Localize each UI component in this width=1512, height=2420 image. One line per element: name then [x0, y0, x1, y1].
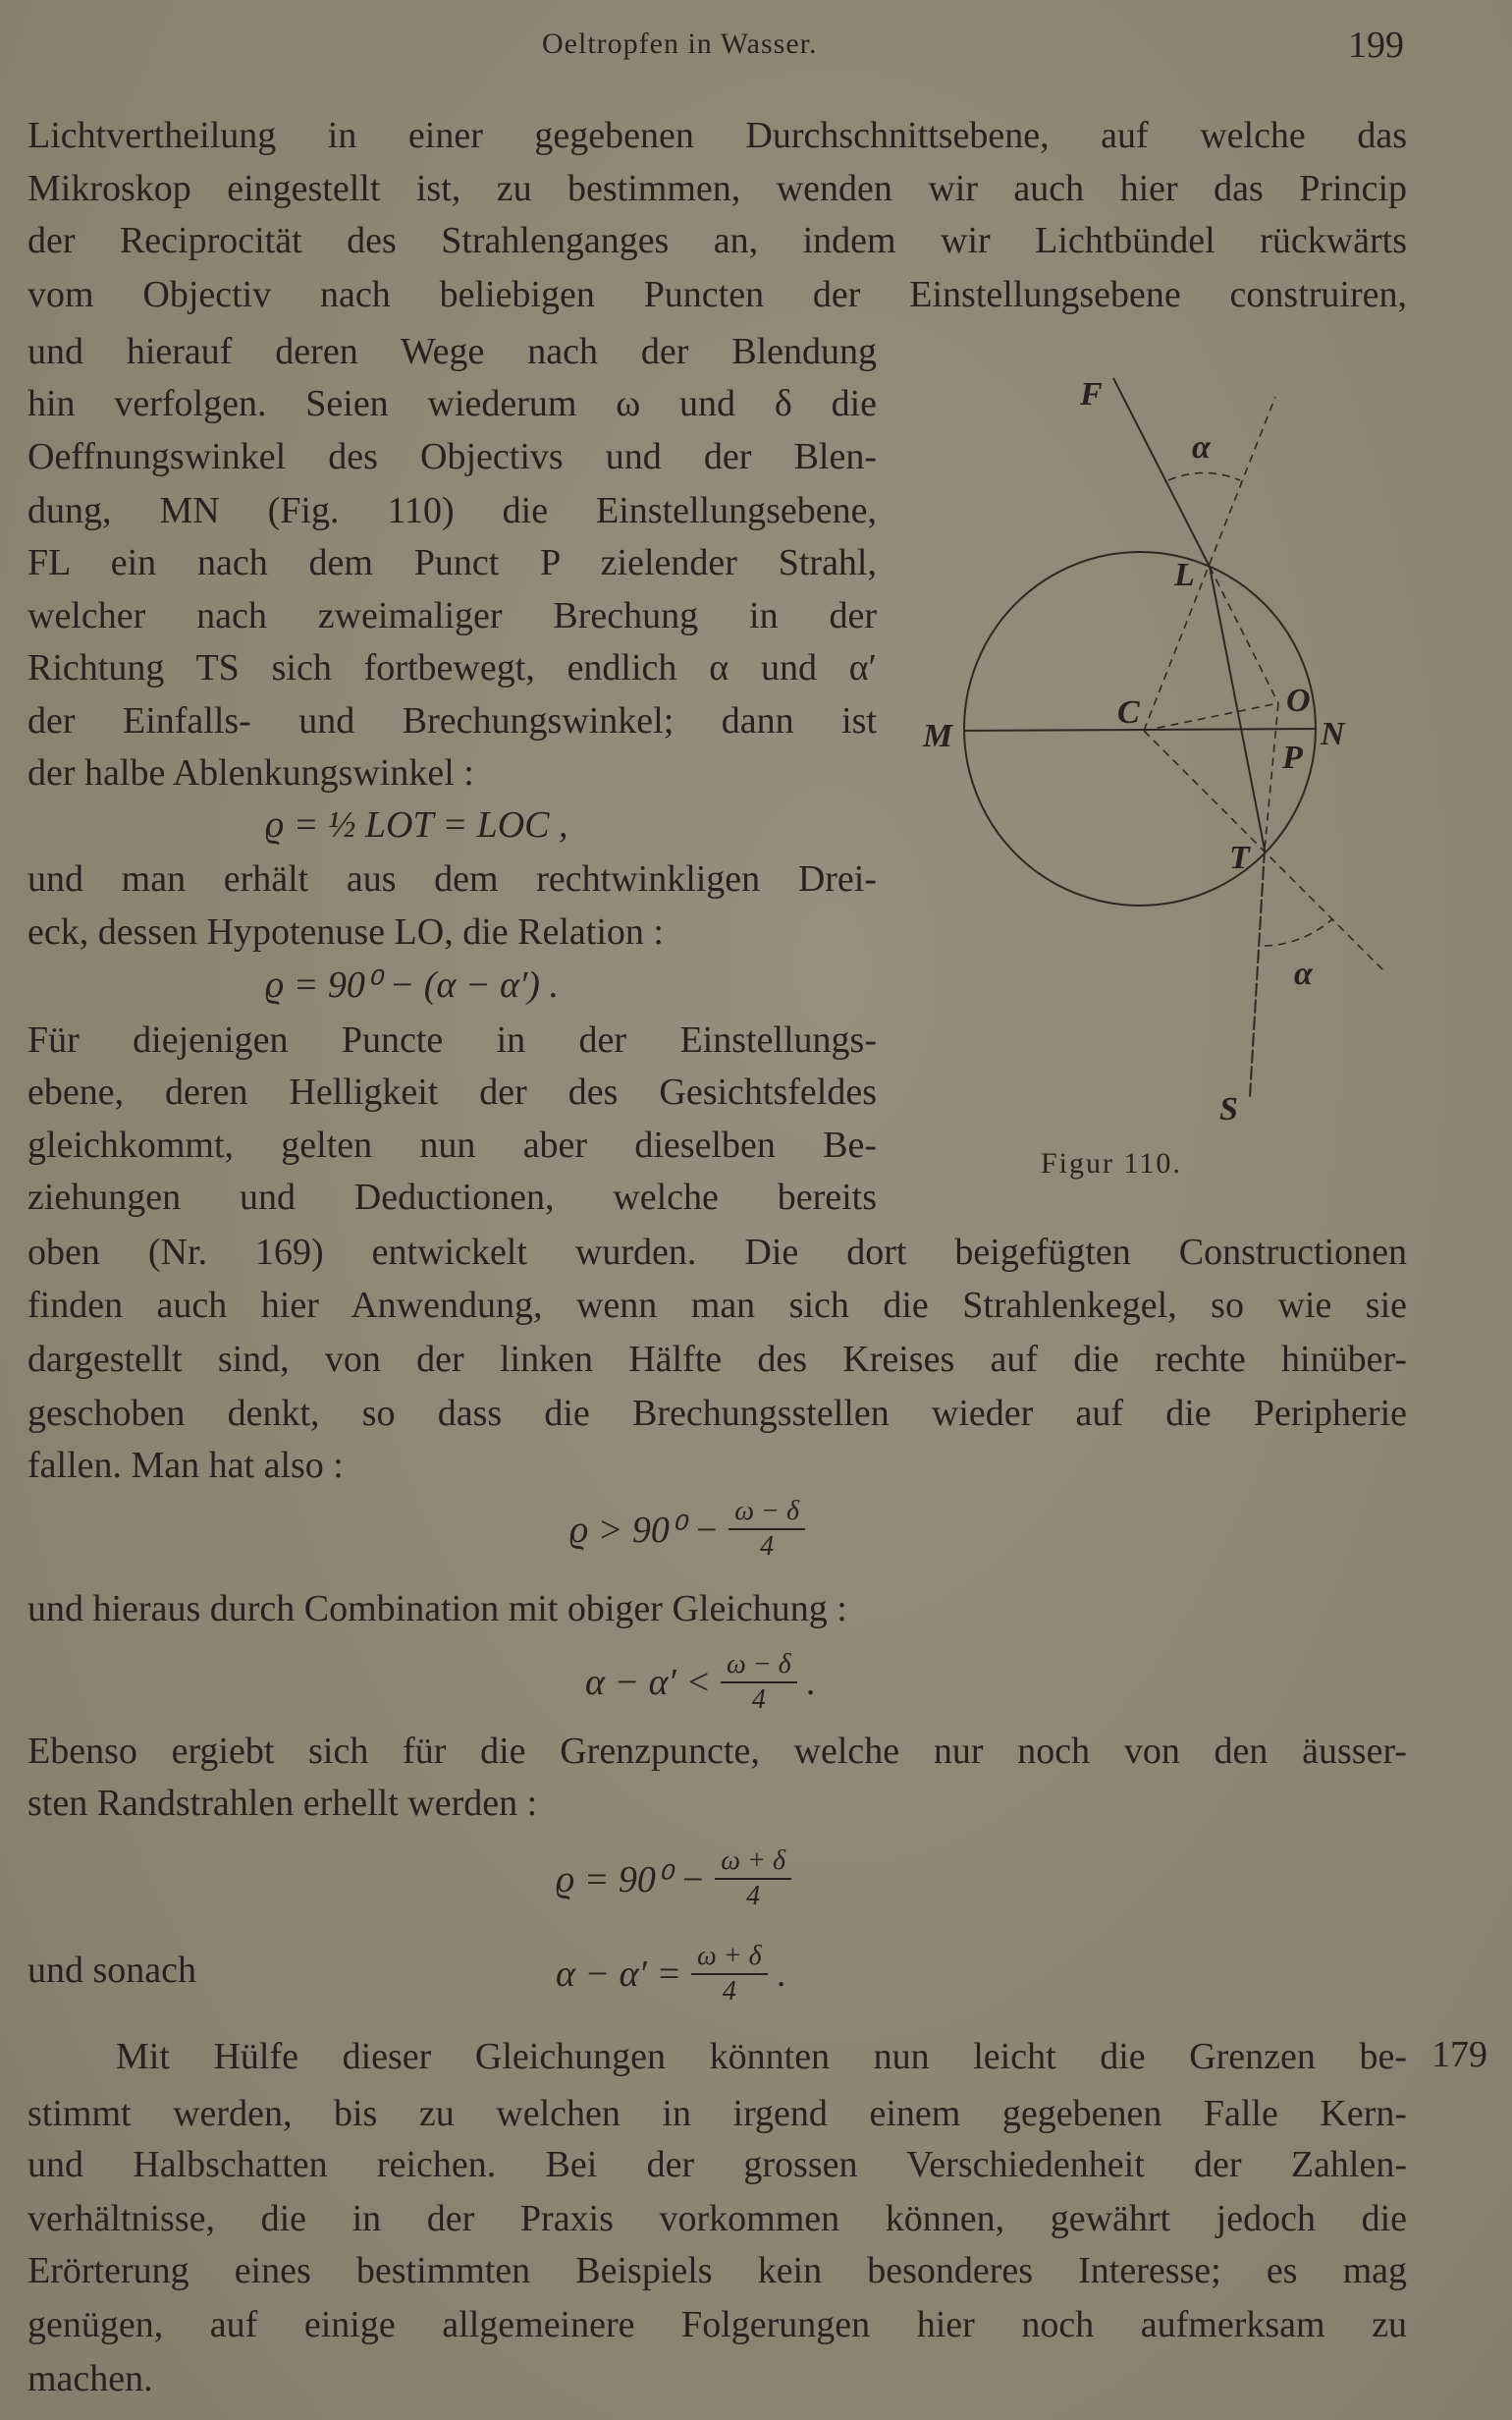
denominator: 4: [751, 1684, 766, 1715]
text-line: und Halbschatten reichen. Bei der grossen Verschiedenheit der Zahlen-: [27, 2144, 1407, 2185]
text-line: Richtung TS sich fortbewegt, endlich α und α′: [27, 647, 877, 688]
label-c: C: [1117, 694, 1140, 731]
text-line: und hieraus durch Combination mit obiger Gleichung :: [27, 1588, 847, 1629]
text-line: der Reciprocität des Strahlenganges an, indem wir Lichtbündel rückwärts: [27, 220, 1407, 261]
formula-rho-half-lot: ϱ = ½ LOT = LOC ,: [265, 804, 568, 846]
numerator: ω − δ: [721, 1648, 797, 1683]
ray-ts: [1250, 850, 1265, 1097]
text-line: dargestellt sind, von der linken Hälfte des Kreises auf die rechte hinüber-: [27, 1339, 1407, 1380]
formula-rho-90: ϱ = 90⁰ − (α − α′) .: [265, 964, 559, 1006]
text-line: Mikroskop eingestellt ist, zu bestimmen, wenden wir auch hier das Princip: [27, 168, 1407, 209]
text-line: welcher nach zweimaliger Brechung in der: [27, 595, 877, 636]
text-line: verhältnisse, die in der Praxis vorkommen können, gewährt jedoch die: [27, 2198, 1407, 2239]
normal-ct: [1144, 731, 1383, 970]
label-f: F: [1080, 376, 1103, 412]
denominator: 4: [760, 1531, 775, 1562]
formula-left: α − α′ =: [556, 1953, 681, 1995]
text-line: dung, MN (Fig. 110) die Einstellungsebene,: [27, 490, 877, 531]
label-l: L: [1174, 557, 1195, 593]
angle-arc-bottom: [1265, 919, 1332, 946]
label-m: M: [923, 718, 953, 754]
text-line: Für diejenigen Puncte in der Einstellungs-: [27, 1019, 877, 1061]
text-line: oben (Nr. 169) entwickelt wurden. Die dort beigefügten Constructionen: [27, 1232, 1407, 1273]
text-line: machen.: [27, 2358, 153, 2399]
text-line: ziehungen und Deductionen, welche bereits: [27, 1177, 877, 1218]
text-line: der Einfalls- und Brechungswinkel; dann ist: [27, 700, 877, 742]
label-p: P: [1282, 740, 1303, 776]
text-line: fallen. Man hat also :: [27, 1445, 344, 1486]
text-line: gleichkommt, gelten nun aber dieselben Be-: [27, 1125, 877, 1166]
label-alpha-top: α: [1192, 429, 1211, 466]
label-alpha-bottom: α: [1294, 956, 1313, 992]
formula-end: .: [806, 1662, 817, 1703]
text-line: Mit Hülfe dieser Gleichungen könnten nun leicht die Grenzen be-: [116, 2036, 1407, 2077]
label-s: S: [1219, 1091, 1238, 1128]
text-line: stimmt werden, bis zu welchen in irgend einem gegebenen Falle Kern-: [27, 2093, 1407, 2134]
margin-section-number: 179: [1431, 2034, 1487, 2075]
line-ot: [1265, 703, 1278, 850]
text-line: sten Randstrahlen erhellt werden :: [27, 1783, 538, 1824]
figure-caption: Figur 110.: [1041, 1147, 1182, 1180]
formula-end: .: [777, 1953, 787, 1995]
ray-fl: [1113, 378, 1210, 567]
text-line: Oeffnungswinkel des Objectivs und der Blen-: [27, 436, 877, 477]
text-line: hin verfolgen. Seien wiederum ω und δ die: [27, 383, 877, 424]
running-title: Oeltropfen in Wasser.: [542, 28, 818, 60]
page-number: 199: [1348, 25, 1404, 66]
text-line: und sonach: [27, 1950, 197, 1991]
formula-left: ϱ = 90⁰ −: [556, 1858, 706, 1900]
label-t: T: [1229, 840, 1250, 876]
text-line: ebene, deren Helligkeit der des Gesichtsfeldes: [27, 1072, 877, 1113]
formula-left: ϱ > 90⁰ −: [569, 1509, 720, 1551]
text-line: Ebenso ergiebt sich für die Grenzpuncte, welche nur noch von den äusser-: [27, 1731, 1407, 1772]
text-line: der halbe Ablenkungswinkel :: [27, 752, 474, 794]
text-line: genügen, auf einige allgemeinere Folgerungen hier noch aufmerksam zu: [27, 2304, 1407, 2345]
text-line: vom Objectiv nach beliebigen Puncten der Einstellungsebene construiren,: [27, 274, 1407, 315]
denominator: 4: [722, 1976, 736, 2007]
numerator: ω − δ: [729, 1495, 805, 1530]
formula-left: α − α′ <: [585, 1662, 711, 1703]
denominator: 4: [746, 1881, 761, 1911]
text-line: finden auch hier Anwendung, wenn man sich die Strahlenkegel, so wie sie: [27, 1285, 1407, 1326]
text-line: geschoben denkt, so dass die Brechungsstellen wieder auf die Peripherie: [27, 1393, 1407, 1434]
text-line: Erörterung eines bestimmten Beispiels kein besonderes Interesse; es mag: [27, 2250, 1407, 2291]
numerator: ω + δ: [715, 1844, 791, 1880]
line-mn: [964, 729, 1316, 731]
text-line: eck, dessen Hypotenuse LO, die Relation :: [27, 911, 664, 953]
text-line: und man erhält aus dem rechtwinkligen Drei-: [27, 858, 877, 900]
numerator: ω + δ: [691, 1940, 768, 1975]
text-line: FL ein nach dem Punct P zielender Strahl,: [27, 542, 877, 583]
line-co: [1144, 703, 1278, 731]
text-line: und hierauf deren Wege nach der Blendung: [27, 331, 877, 372]
text-line: Lichtvertheilung in einer gegebenen Durchschnittsebene, auf welche das: [27, 115, 1407, 156]
label-o: O: [1286, 683, 1311, 719]
angle-arc-top: [1168, 473, 1240, 481]
label-n: N: [1321, 716, 1345, 752]
